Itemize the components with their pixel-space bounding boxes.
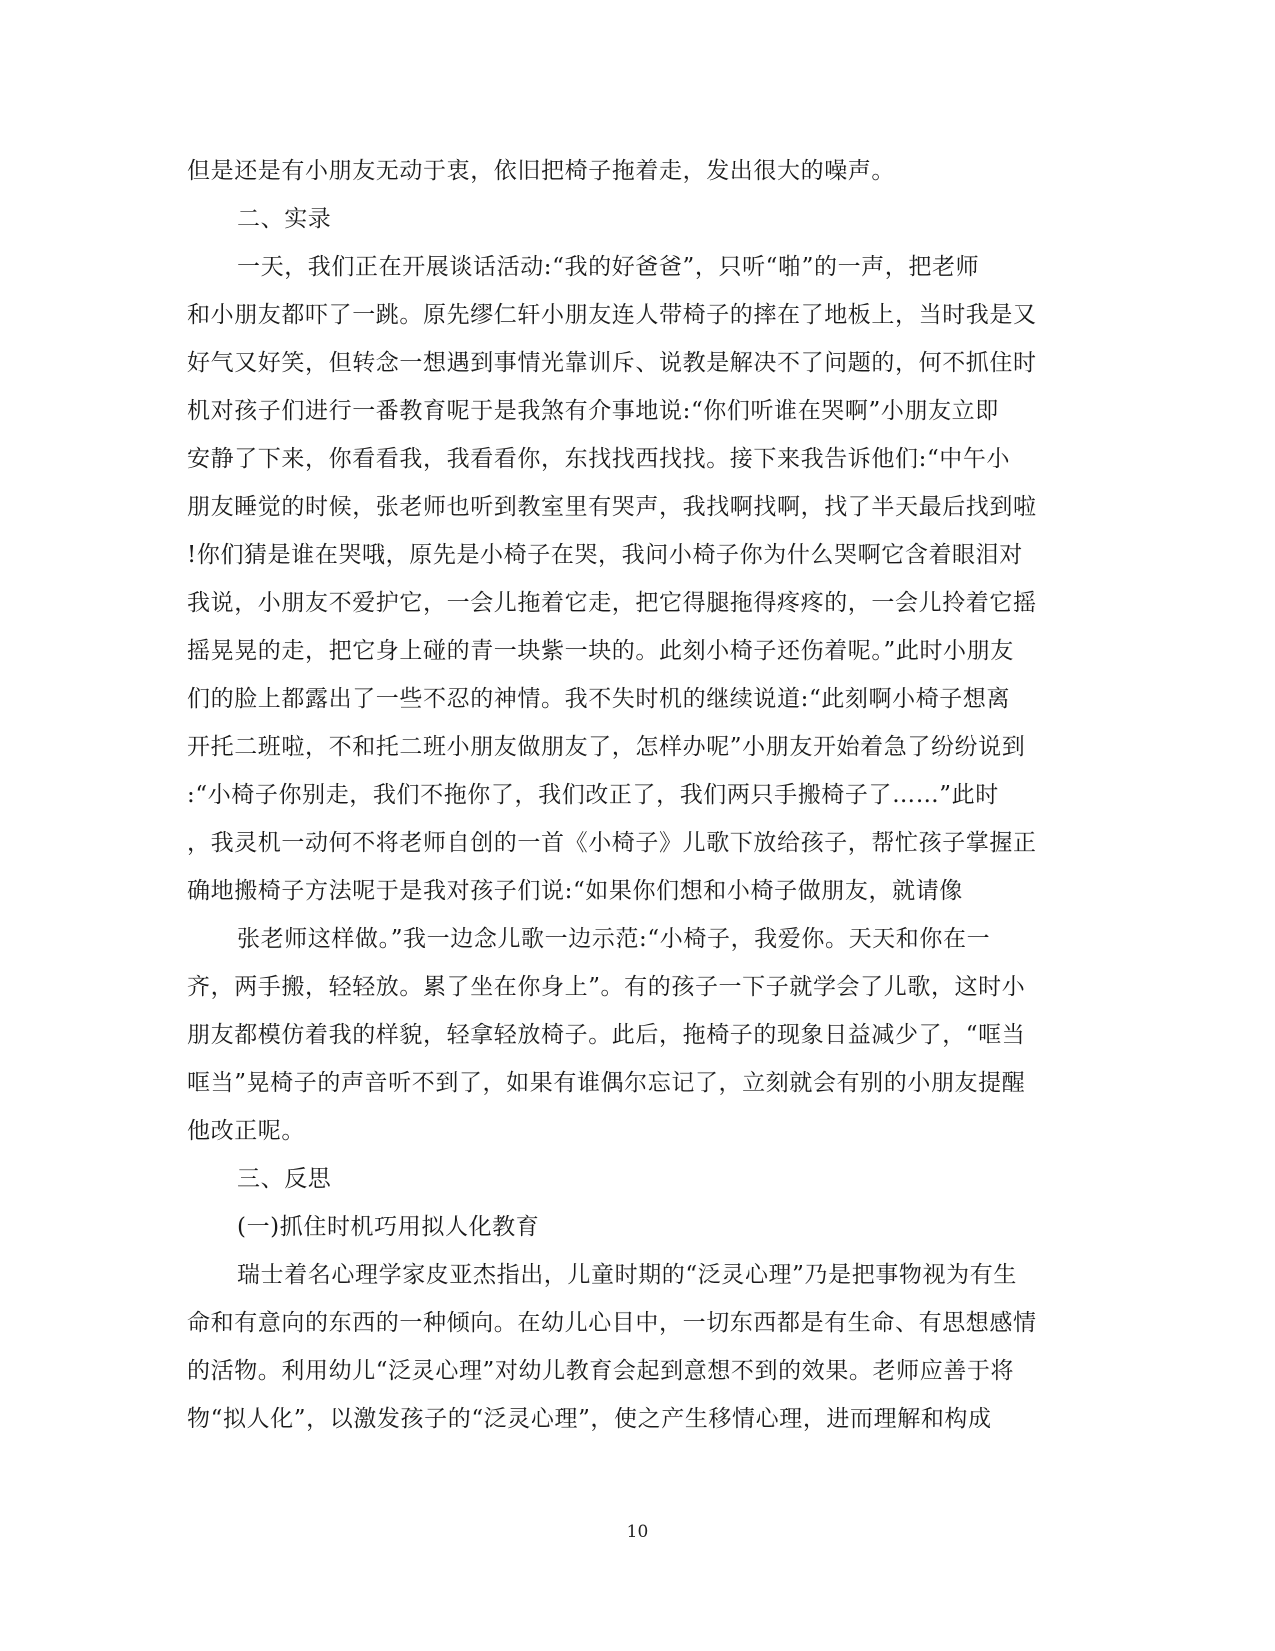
text-line: ，我灵机一动何不将老师自创的一首《小椅子》儿歌下放给孩子，帮忙孩子掌握正: [187, 830, 1037, 856]
text-line: 好气又好笑，但转念一想遇到事情光靠训斥、说教是解决不了问题的，何不抓住时: [187, 350, 1037, 376]
section-heading: 三、反思: [237, 1166, 332, 1192]
text-line: 他改正呢。: [187, 1118, 305, 1144]
text-line: !你们猜是谁在哭哦，原先是小椅子在哭，我问小椅子你为什么哭啊它含着眼泪对: [187, 542, 1023, 568]
text-line: 的活物。利用幼儿“泛灵心理”对幼儿教育会起到意想不到的效果。老师应善于将: [187, 1358, 1015, 1384]
text-line: :“小椅子你别走，我们不拖你了，我们改正了，我们两只手搬椅子了……”此时: [187, 782, 999, 808]
text-line: 朋友睡觉的时候，张老师也听到教室里有哭声，我找啊找啊，找了半天最后找到啦: [187, 494, 1037, 520]
text-line: 命和有意向的东西的一种倾向。在幼儿心目中，一切东西都是有生命、有思想感情: [187, 1310, 1037, 1336]
text-line: 但是还是有小朋友无动于衷，依旧把椅子拖着走，发出很大的噪声。: [187, 158, 895, 184]
text-line: 确地搬椅子方法呢于是我对孩子们说:“如果你们想和小椅子做朋友，就请像: [187, 878, 963, 904]
text-line: 张老师这样做。”我一边念儿歌一边示范:“小椅子，我爱你。天天和你在一: [237, 926, 991, 952]
subsection-heading: (一)抓住时机巧用拟人化教育: [237, 1214, 540, 1240]
text-line: 和小朋友都吓了一跳。原先缪仁轩小朋友连人带椅子的摔在了地板上，当时我是又: [187, 302, 1037, 328]
text-line: 开托二班啦，不和托二班小朋友做朋友了，怎样办呢”小朋友开始着急了纷纷说到: [187, 734, 1026, 760]
text-line: 瑞士着名心理学家皮亚杰指出，儿童时期的“泛灵心理”乃是把事物视为有生: [237, 1262, 1017, 1288]
text-line: 物“拟人化”，以激发孩子的“泛灵心理”，使之产生移情心理，进而理解和构成: [187, 1406, 992, 1432]
text-line: 齐，两手搬，轻轻放。累了坐在你身上”。有的孩子一下子就学会了儿歌，这时小: [187, 974, 1026, 1000]
section-heading: 二、实录: [237, 206, 332, 232]
text-line: 朋友都模仿着我的样貌，轻拿轻放椅子。此后，拖椅子的现象日益减少了，“哐当: [187, 1022, 1026, 1048]
text-line: 安静了下来，你看看我，我看看你，东找找西找找。接下来我告诉他们:“中午小: [187, 446, 1011, 472]
text-line: 我说，小朋友不爱护它，一会儿拖着它走，把它得腿拖得疼疼的，一会儿拎着它摇: [187, 590, 1037, 616]
text-line: 哐当”晃椅子的声音听不到了，如果有谁偶尔忘记了，立刻就会有别的小朋友提醒: [187, 1070, 1026, 1096]
text-line: 一天，我们正在开展谈话活动:“我的好爸爸”，只听“啪”的一声，把老师: [237, 254, 980, 280]
page-number: 10: [626, 1522, 649, 1542]
text-line: 摇晃晃的走，把它身上碰的青一块紫一块的。此刻小椅子还伤着呢。”此时小朋友: [187, 638, 1014, 664]
text-line: 机对孩子们进行一番教育呢于是我煞有介事地说:“你们听谁在哭啊”小朋友立即: [187, 398, 999, 424]
text-line: 们的脸上都露出了一些不忍的神情。我不失时机的继续说道:“此刻啊小椅子想离: [187, 686, 1011, 712]
